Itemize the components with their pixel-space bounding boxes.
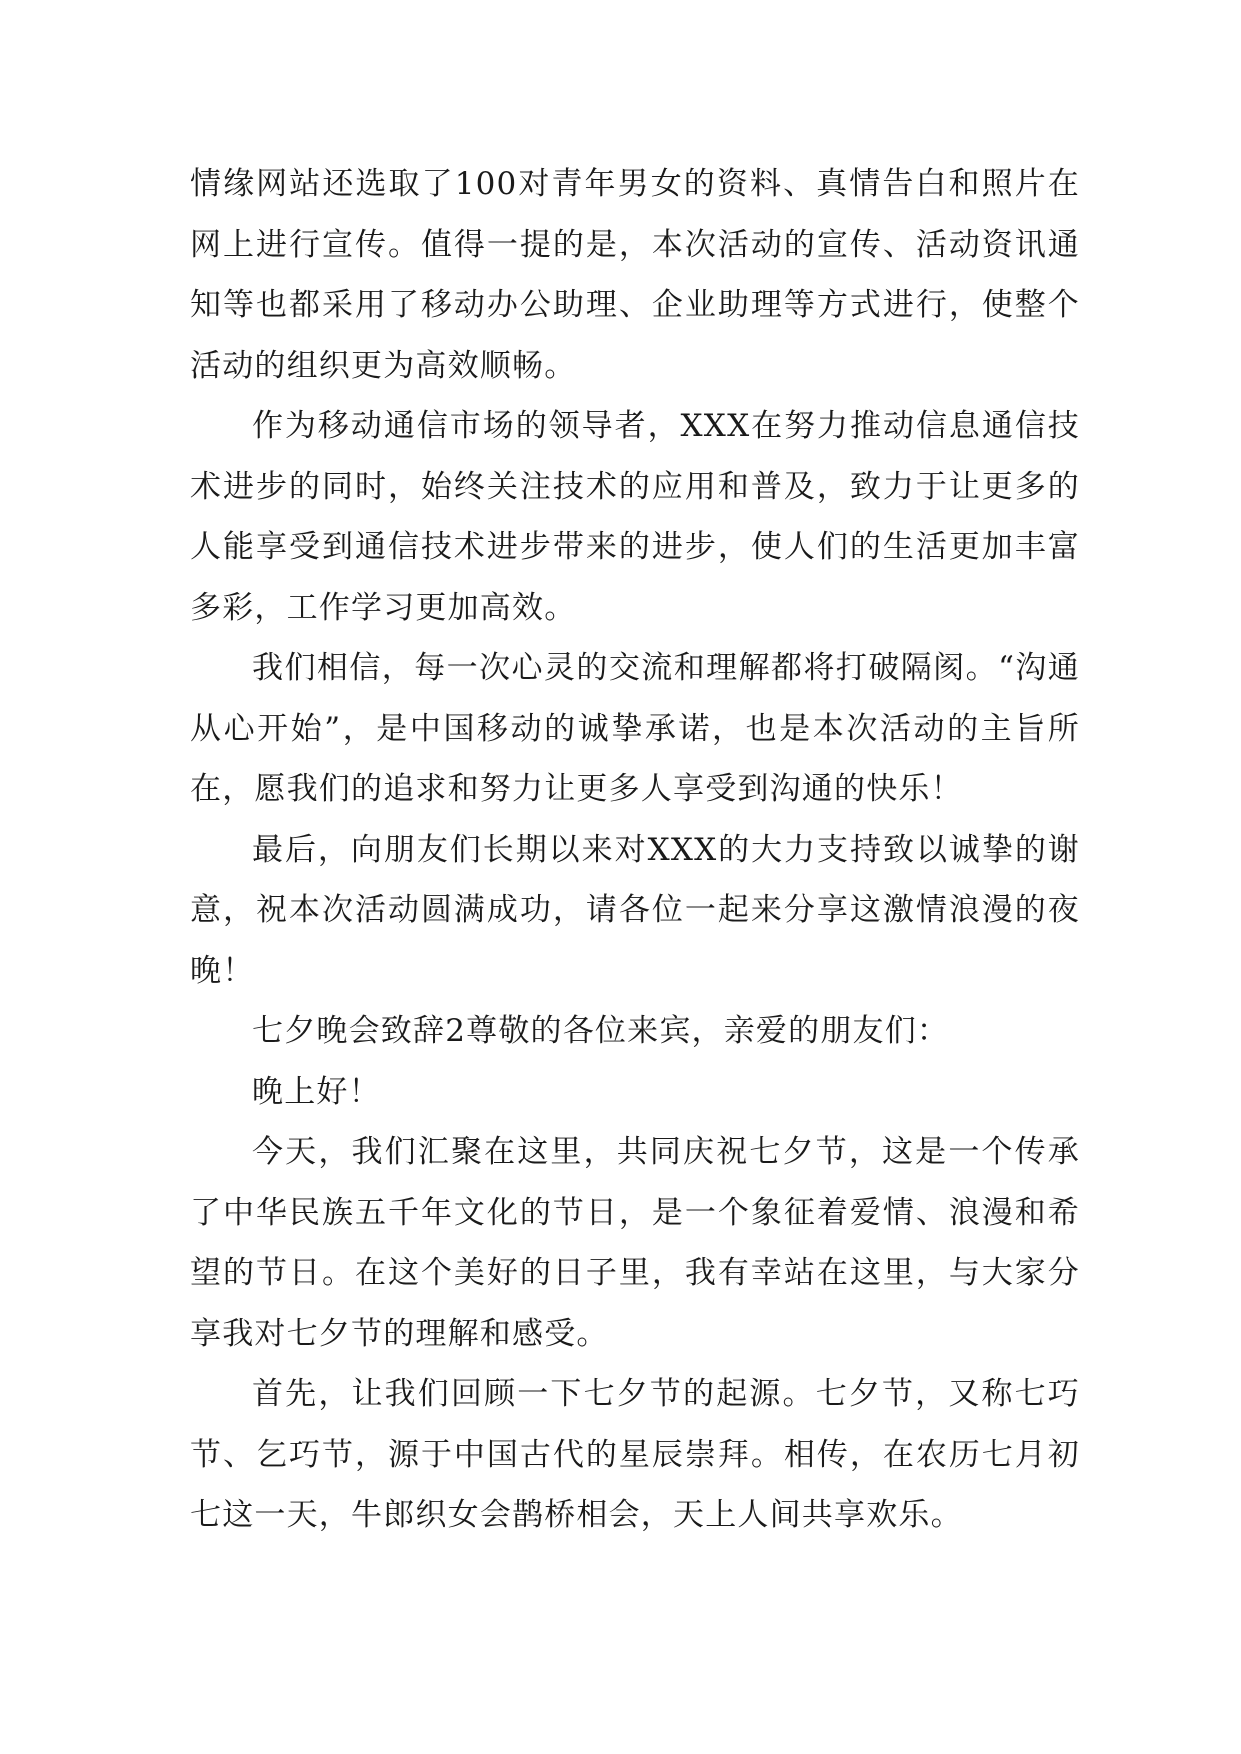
paragraph: 晚上好！	[252, 1073, 381, 1110]
paragraph: 首先，让我们回顾一下七夕节的起源。七夕节，又称七巧节、乞巧节，源于中国古代的星辰崇拜。相传，在农历七月初七这一天，牛郎织女会鹊桥相会，天上人间共享欢乐。	[190, 1376, 1080, 1533]
paragraph: 情缘网站还选取了100对青年男女的资料、真情告白和照片在网上进行宣传。值得一提的是，本次活动的宣传、活动资讯通知等也都采用了移动办公助理、企业助理等方式进行，使整个活动的组织更为高效顺畅。	[190, 166, 1080, 384]
paragraph: 我们相信，每一次心灵的交流和理解都将打破隔阂。“沟通从心开始”，是中国移动的诚挚承诺，也是本次活动的主旨所在，愿我们的追求和努力让更多人享受到沟通的快乐！	[190, 650, 1080, 807]
paragraph: 今天，我们汇聚在这里，共同庆祝七夕节，这是一个传承了中华民族五千年文化的节日，是一个象征着爱情、浪漫和希望的节日。在这个美好的日子里，我有幸站在这里，与大家分享我对七夕节的理解和感受。	[190, 1134, 1080, 1352]
paragraph: 最后，向朋友们长期以来对XXX的大力支持致以诚挚的谢意，祝本次活动圆满成功，请各位一起来分享这激情浪漫的夜晚！	[190, 831, 1080, 989]
document-page	[190, 154, 1080, 1546]
paragraph: 作为移动通信市场的领导者，XXX在努力推动信息通信技术进步的同时，始终关注技术的应用和普及，致力于让更多的人能享受到通信技术进步带来的进步，使人们的生活更加丰富多彩，工作学习更加高效。	[190, 408, 1080, 626]
paragraph: 七夕晚会致辞2尊敬的各位来宾，亲爱的朋友们：	[252, 1013, 950, 1049]
